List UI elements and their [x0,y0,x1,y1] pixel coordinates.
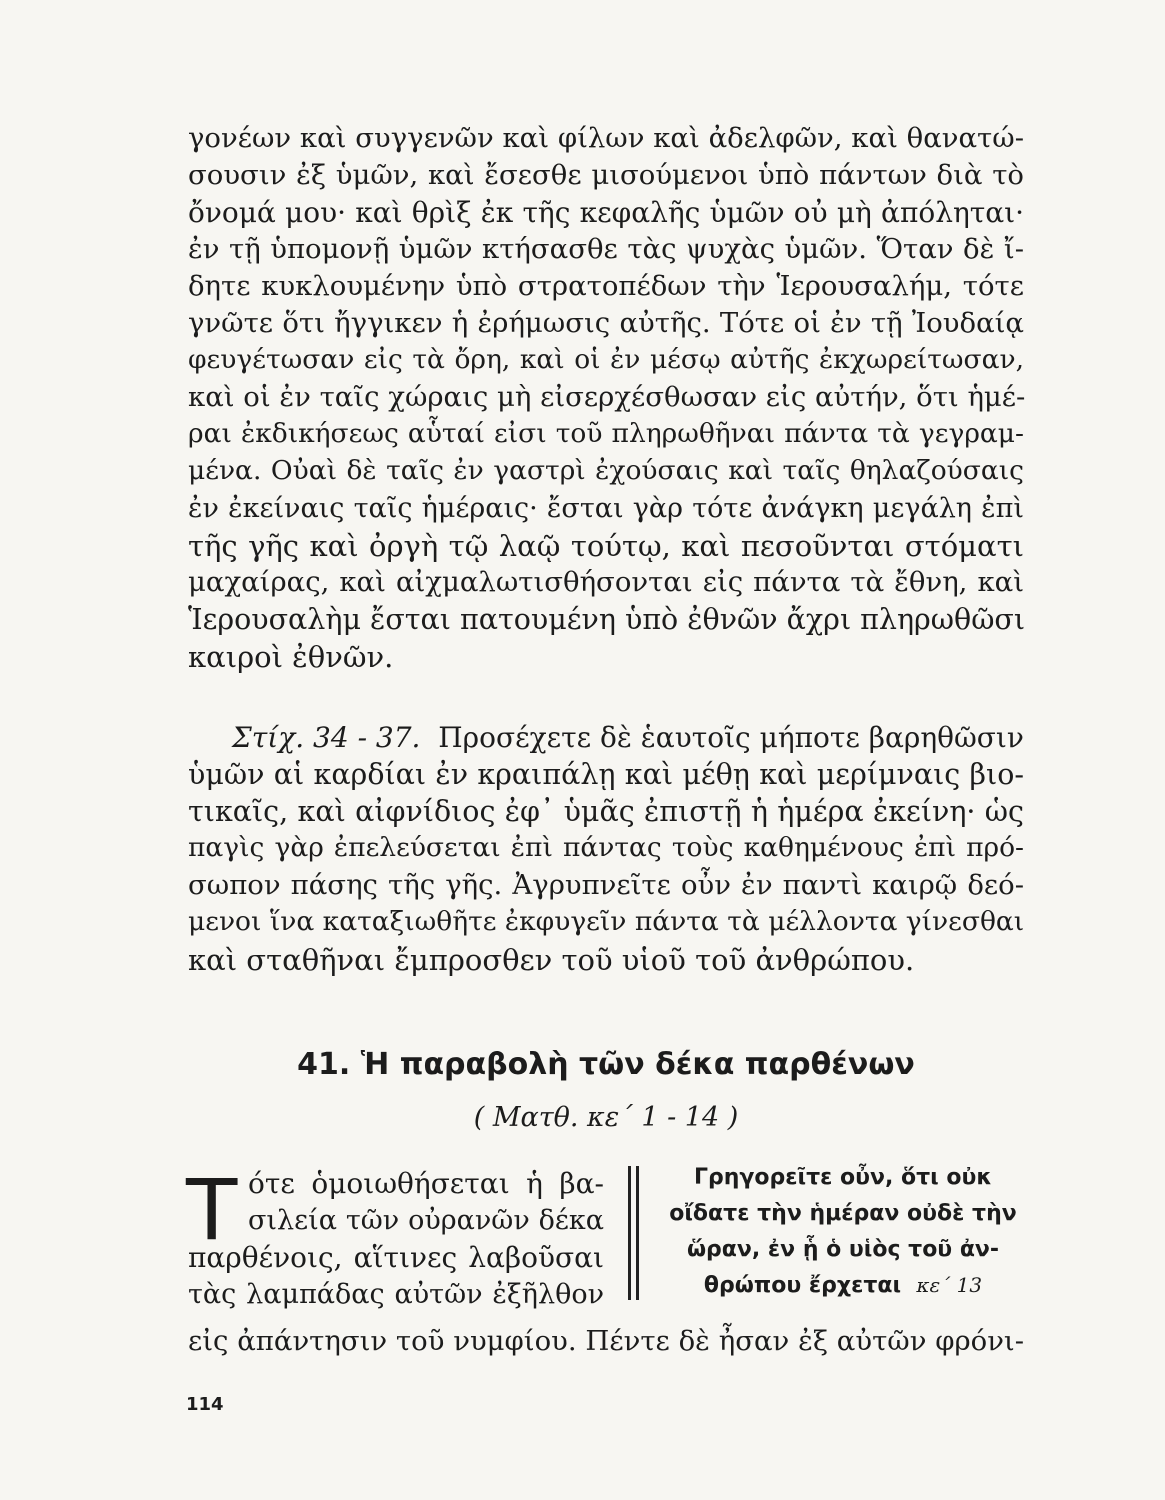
body-line: παγὶς γὰρ ἐπελεύσεται ἐπὶ πάντας τοὺς καθημένους ἐπὶ πρό- [188,832,1024,863]
sidebar-quote-text: θρώπου ἔρχεται [703,1273,902,1298]
verse-reference-line [232,721,1024,754]
body-line: εἰς ἀπάντησιν τοῦ νυμφίου. Πέντε δὲ ἦσαν ἐξ αὐτῶν φρόνι- [188,1325,1024,1357]
body-line: τικαῖς, καὶ αἰφνίδιος ἐφ᾽ ὑμᾶς ἐπιστῇ ἡ ἡμέρα ἐκείνη· ὡς [188,795,1024,828]
body-line: γονέων καὶ συγγενῶν καὶ φίλων καὶ ἀδελφῶν, καὶ θανατώ- [188,122,1024,154]
parable-line: σιλεία τῶν οὐρανῶν δέκα [248,1205,604,1236]
body-line: μενοι ἵνα καταξιωθῆτε ἐκφυγεῖν πάντα τὰ μέλλοντα γίνεσθαι [188,906,1025,937]
parable-line: παρθένοις, αἵτινες λαβοῦσαι [188,1241,604,1274]
body-line: τῆς γῆς καὶ ὀργὴ τῷ λαῷ τούτῳ, καὶ πεσοῦνται στόματι [188,529,1024,563]
body-line: ἐν ἐκείναις ταῖς ἡμέραις· ἔσται γὰρ τότε ἀνάγκη μεγάλη ἐπὶ [188,493,1024,524]
body-line: δητε κυκλουμένην ὑπὸ στρατοπέδων τὴν Ἱερουσαλήμ, τότε [188,270,1024,302]
parable-line: τὰς λαμπάδας αὐτῶν ἐξῆλθον [188,1279,604,1310]
body-line: ἐν τῇ ὑπομονῇ ὑμῶν κτήσασθε τὰς ψυχὰς ὑμῶν. Ὅταν δὲ ἴ- [188,233,1024,265]
body-line: καὶ οἱ ἐν ταῖς χώραις μὴ εἰσερχέσθωσαν εἰς αὐτήν, ὅτι ἡμέ- [188,381,1026,413]
body-line: σουσιν ἐξ ὑμῶν, καὶ ἔσεσθε μισούμενοι ὑπὸ πάντων διὰ τὸ [188,159,1024,191]
body-line: ὄνομά μου· καὶ θρὶξ ἐκ τῆς κεφαλῆς ὑμῶν οὐ μὴ ἀπόληται· [188,196,1024,229]
drop-cap: Τ [186,1161,238,1259]
body-line: ραι ἐκδικήσεως αὗταί εἰσι τοῦ πληρωθῆναι πάντα τὰ γεγραμ- [188,418,1024,449]
sidebar-quote-line [660,1275,1026,1297]
sidebar-quote-line: οἴδατε τὴν ἡμέραν οὐδὲ τὴν [669,1201,1017,1226]
verse-text: Προσέχετε δὲ ἑαυτοῖς μήποτε βαρηθῶσιν [438,721,1024,754]
sidebar-quote-line: Γρηγορεῖτε οὖν, ὅτι οὐκ [694,1165,992,1190]
body-line: μένα. Οὐαὶ δὲ ταῖς ἐν γαστρὶ ἐχούσαις καὶ ταῖς θηλαζούσαις [188,455,1024,486]
verse-reference: Στίχ. 34 - 37. [232,721,421,754]
column-divider [636,1166,639,1300]
section-heading: 41. Ἡ παραβολὴ τῶν δέκα παρθένων [297,1047,915,1082]
section-reference: ( Ματθ. κε΄ 1 - 14 ) [473,1102,739,1133]
body-line: Ἱερουσαλὴμ ἔσται πατουμένη ὑπὸ ἐθνῶν ἄχρι πληρωθῶσι [188,603,1026,636]
column-divider [628,1166,631,1300]
page-number: 114 [186,1394,224,1415]
body-line: μαχαίρας, καὶ αἰχμαλωτισθήσονται εἰς πάντα τὰ ἔθνη, καὶ [188,566,1024,598]
body-line: καὶ σταθῆναι ἔμπροσθεν τοῦ υἱοῦ τοῦ ἀνθρώπου. [188,943,915,977]
parable-line: ότε ὁμοιωθήσεται ἡ βα- [248,1167,604,1200]
body-line: γνῶτε ὅτι ἤγγικεν ἡ ἐρήμωσις αὐτῆς. Τότε οἱ ἐν τῇ Ἰουδαίᾳ [188,307,1024,339]
body-line: καιροὶ ἐθνῶν. [188,640,394,674]
body-line: σωπον πάσης τῆς γῆς. Ἀγρυπνεῖτε οὖν ἐν παντὶ καιρῷ δεό- [188,869,1024,901]
body-line: ὑμῶν αἱ καρδίαι ἐν κραιπάλῃ καὶ μέθῃ καὶ μερίμναις βιο- [188,758,1024,791]
sidebar-reference: κε΄ 13 [916,1273,983,1297]
sidebar-quote-line: ὥραν, ἐν ᾗ ὁ υἱὸς τοῦ ἀν- [686,1237,1000,1262]
body-line: φευγέτωσαν εἰς τὰ ὄρη, καὶ οἱ ἐν μέσῳ αὐτῆς ἐκχωρείτωσαν, [188,344,1024,375]
